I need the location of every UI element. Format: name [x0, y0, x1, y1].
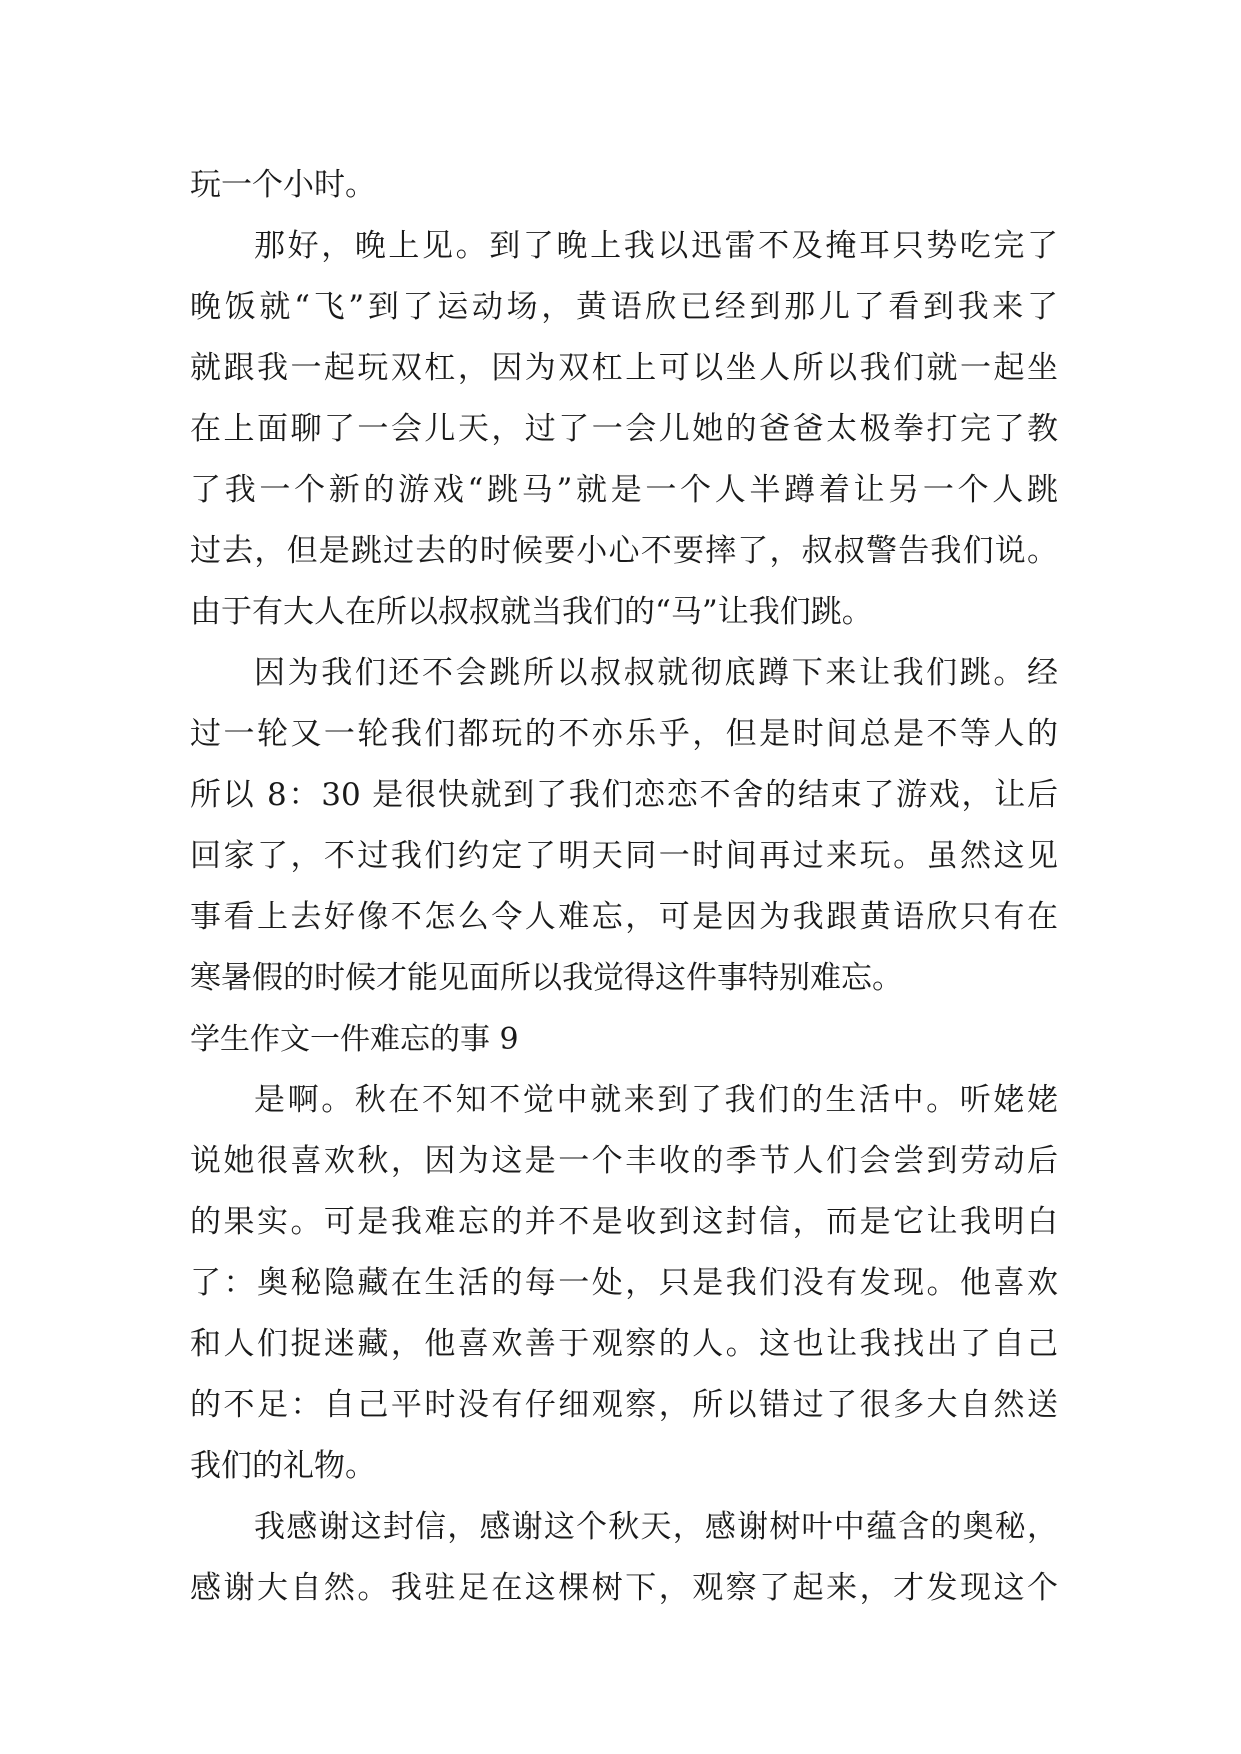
text-line: 过去，但是跳过去的时候要小心不要摔了，叔叔警告我们说。 [190, 533, 1058, 569]
text-line: 的果实。可是我难忘的并不是收到这封信，而是它让我明白 [190, 1204, 1058, 1240]
text-line: 晚饭就“飞”到了运动场，黄语欣已经到那儿了看到我来了 [190, 289, 1058, 325]
text-line: 了我一个新的游戏“跳马”就是一个人半蹲着让另一个人跳 [190, 472, 1058, 508]
text-line: 回家了，不过我们约定了明天同一时间再过来玩。虽然这见 [190, 838, 1058, 874]
text-line: 所以 8：30 是很快就到了我们恋恋不舍的结束了游戏，让后 [190, 777, 1058, 813]
section-title: 学生作文一件难忘的事 9 [190, 1022, 519, 1057]
text-line: 和人们捉迷藏，他喜欢善于观察的人。这也让我找出了自己 [190, 1326, 1058, 1362]
paragraph-first-line: 是啊。秋在不知不觉中就来到了我们的生活中。听姥姥 [254, 1082, 1058, 1118]
paragraph-first-line: 我感谢这封信，感谢这个秋天，感谢树叶中蕴含的奥秘， [254, 1509, 1058, 1545]
text-line: 就跟我一起玩双杠，因为双杠上可以坐人所以我们就一起坐 [190, 350, 1058, 386]
text-line: 说她很喜欢秋，因为这是一个丰收的季节人们会尝到劳动后 [190, 1143, 1058, 1179]
essay-text [190, 155, 1058, 1619]
text-line: 了：奥秘隐藏在生活的每一处，只是我们没有发现。他喜欢 [190, 1265, 1058, 1301]
paragraph-first-line: 因为我们还不会跳所以叔叔就彻底蹲下来让我们跳。经 [254, 655, 1058, 691]
text-line: 由于有大人在所以叔叔就当我们的“马”让我们跳。 [190, 594, 873, 630]
text-line: 玩一个小时。 [190, 167, 376, 203]
text-line: 事看上去好像不怎么令人难忘，可是因为我跟黄语欣只有在 [190, 899, 1058, 935]
paragraph-first-line: 那好，晚上见。到了晚上我以迅雷不及掩耳只势吃完了 [254, 228, 1058, 264]
text-line: 在上面聊了一会儿天，过了一会儿她的爸爸太极拳打完了教 [190, 411, 1058, 447]
text-line: 过一轮又一轮我们都玩的不亦乐乎，但是时间总是不等人的 [190, 716, 1058, 752]
text-line: 我们的礼物。 [190, 1448, 376, 1484]
text-line: 感谢大自然。我驻足在这棵树下，观察了起来，才发现这个 [190, 1570, 1058, 1606]
text-line: 的不足：自己平时没有仔细观察，所以错过了很多大自然送 [190, 1387, 1058, 1423]
text-line: 寒暑假的时候才能见面所以我觉得这件事特别难忘。 [190, 960, 903, 996]
